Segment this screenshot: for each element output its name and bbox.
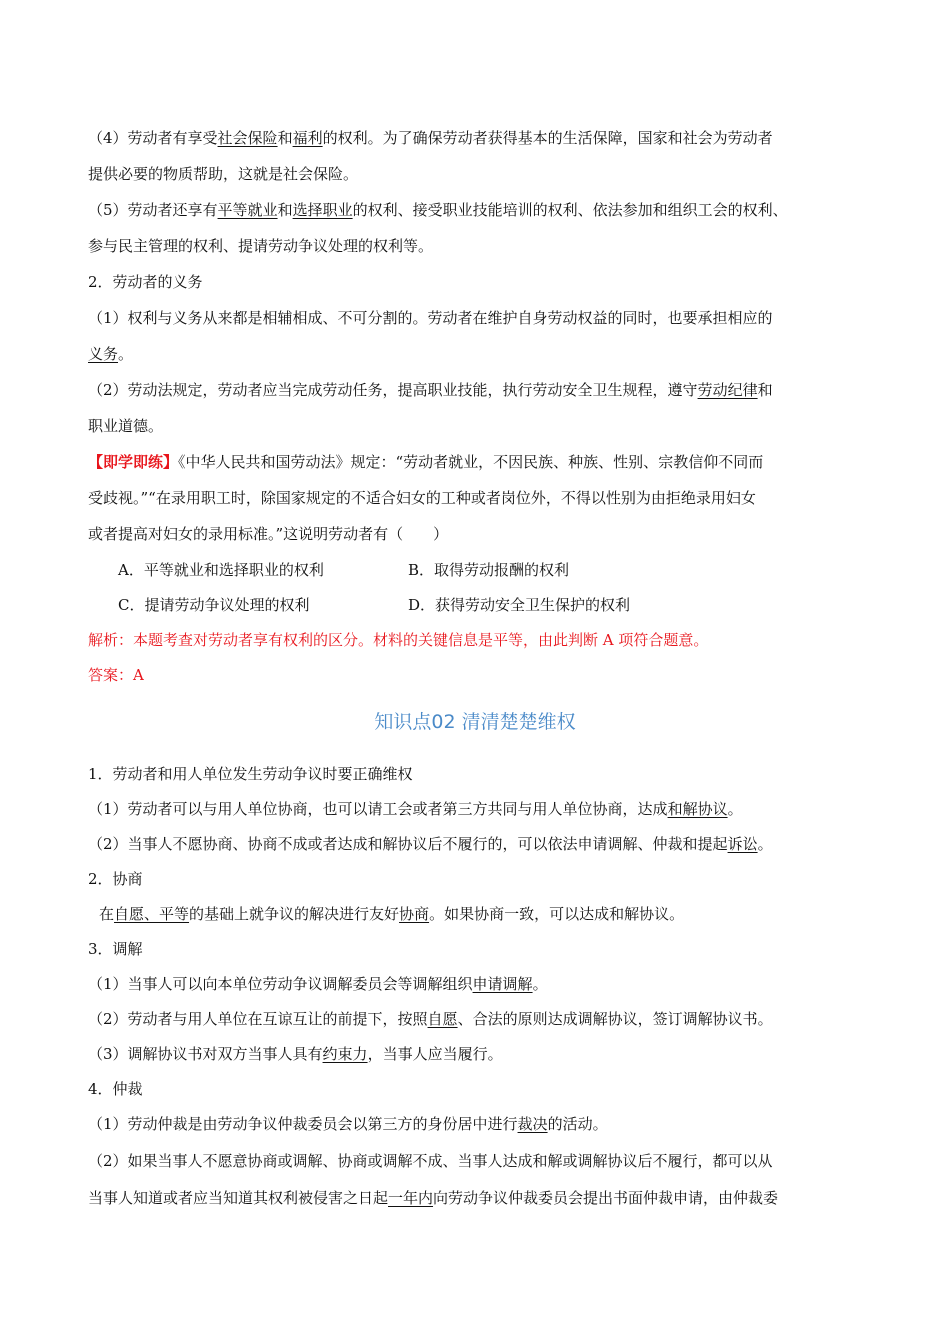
underlined-term: 福利 <box>292 129 323 147</box>
option-c: C．提请劳动争议处理的权利 <box>118 596 310 614</box>
underlined-term: 自愿 <box>427 1010 458 1028</box>
option-b: B．取得劳动报酬的权利 <box>408 561 570 579</box>
underlined-term: 申请调解 <box>472 975 533 993</box>
text: ，当事人应当履行。 <box>367 1045 503 1063</box>
section-title: 知识点02 清清楚楚维权 <box>374 711 576 733</box>
underlined-term: 裁决 <box>517 1115 548 1133</box>
underlined-term: 选择职业 <box>292 201 353 219</box>
underlined-term: 诉讼 <box>727 835 758 853</box>
subheading-arbitration: 4．仲裁 <box>88 1080 143 1098</box>
paragraph-duty-2 <box>88 380 773 400</box>
paragraph-line: 提供必要的物质帮助，这就是社会保险。 <box>88 165 359 183</box>
text: 的权利、接受职业技能培训的权利、依法参加和组织工会的权利、 <box>352 201 788 219</box>
text: 。 <box>118 345 134 363</box>
exercise-question <box>88 452 763 472</box>
exercise-question-line: 或者提高对妇女的录用标准。”这说明劳动者有（ ） <box>88 525 449 543</box>
paragraph-right-5 <box>88 200 788 220</box>
text: （5）劳动者还享有 <box>88 201 218 219</box>
paragraph-line <box>88 1188 778 1208</box>
paragraph-line <box>88 1044 503 1064</box>
text: 和 <box>757 381 773 399</box>
underlined-term: 平等就业 <box>217 201 278 219</box>
subheading-negotiation: 2．协商 <box>88 870 143 888</box>
text: 和 <box>277 201 293 219</box>
text: （1）当事人可以向本单位劳动争议调解委员会等调解组织 <box>88 975 473 993</box>
text: 的权利。为了确保劳动者获得基本的生活保障，国家和社会为劳动者 <box>322 129 773 147</box>
answer-text: 答案：A <box>88 666 144 684</box>
text: 当事人知道或者应当知道其权利被侵害之日起 <box>88 1189 389 1207</box>
text: 《中华人民共和国劳动法》规定：“劳动者就业，不因民族、种族、性别、宗教信仰不同而 <box>178 453 764 471</box>
paragraph-line <box>88 1114 608 1134</box>
underlined-term: 自愿、平等 <box>114 905 190 923</box>
text: （2）劳动法规定，劳动者应当完成劳动任务，提高职业技能，执行劳动安全卫生规程，遵守 <box>88 381 698 399</box>
text: 。 <box>757 835 773 853</box>
subheading-dispute: 1．劳动者和用人单位发生劳动争议时要正确维权 <box>88 765 413 783</box>
subheading-duties: 2．劳动者的义务 <box>88 273 203 291</box>
paragraph-right-4 <box>88 128 773 148</box>
exercise-tag: 【即学即练】 <box>88 453 179 471</box>
underlined-term: 社会保险 <box>217 129 278 147</box>
paragraph-line: 参与民主管理的权利、提请劳动争议处理的权利等。 <box>88 237 434 255</box>
paragraph-line <box>88 799 743 819</box>
paragraph-line: 职业道德。 <box>88 417 164 435</box>
option-d: D．获得劳动安全卫生保护的权利 <box>408 596 631 614</box>
paragraph-line: （2）如果当事人不愿意协商或调解、协商或调解不成、当事人达成和解或调解协议后不履行，都可以从 <box>88 1152 773 1170</box>
text: 、合法的原则达成调解协议，签订调解协议书。 <box>457 1010 773 1028</box>
text: 在 <box>99 905 115 923</box>
paragraph-line <box>88 1009 773 1029</box>
underlined-term: 约束力 <box>322 1045 368 1063</box>
paragraph-line <box>88 834 773 854</box>
underlined-term: 协商 <box>399 905 430 923</box>
text: 的活动。 <box>547 1115 608 1133</box>
text: （4）劳动者有享受 <box>88 129 218 147</box>
analysis-text: 解析：本题考查对劳动者享有权利的区分。材料的关键信息是平等，由此判断 A 项符合题意。 <box>88 631 709 649</box>
paragraph-line <box>88 974 548 994</box>
underlined-term: 一年内 <box>388 1189 434 1207</box>
paragraph-line <box>99 904 684 924</box>
text: 。 <box>532 975 548 993</box>
text: 的基础上就争议的解决进行友好 <box>189 905 400 923</box>
text: 。如果协商一致，可以达成和解协议。 <box>429 905 685 923</box>
text: 和 <box>277 129 293 147</box>
underlined-term: 和解协议 <box>667 800 728 818</box>
text: （2）当事人不愿协商、协商不成或者达成和解协议后不履行的，可以依法申请调解、仲裁和提起 <box>88 835 728 853</box>
exercise-question-line: 受歧视。”“在录用职工时，除国家规定的不适合妇女的工种或者岗位外，不得以性别为由拒绝录用妇女 <box>88 489 756 507</box>
underlined-term: 义务 <box>88 345 119 363</box>
paragraph-line <box>88 344 133 364</box>
text: （2）劳动者与用人单位在互谅互让的前提下，按照 <box>88 1010 428 1028</box>
option-a: A．平等就业和选择职业的权利 <box>118 561 324 579</box>
text: （3）调解协议书对双方当事人具有 <box>88 1045 323 1063</box>
subheading-mediation: 3．调解 <box>88 940 143 958</box>
text: （1）劳动仲裁是由劳动争议仲裁委员会以第三方的身份居中进行 <box>88 1115 518 1133</box>
paragraph-duty-1: （1）权利与义务从来都是相辅相成、不可分割的。劳动者在维护自身劳动权益的同时，也要承担相应的 <box>88 309 773 327</box>
underlined-term: 劳动纪律 <box>697 381 758 399</box>
text: （1）劳动者可以与用人单位协商，也可以请工会或者第三方共同与用人单位协商，达成 <box>88 800 668 818</box>
text: 。 <box>727 800 743 818</box>
text: 向劳动争议仲裁委员会提出书面仲裁申请，由仲裁委 <box>433 1189 779 1207</box>
